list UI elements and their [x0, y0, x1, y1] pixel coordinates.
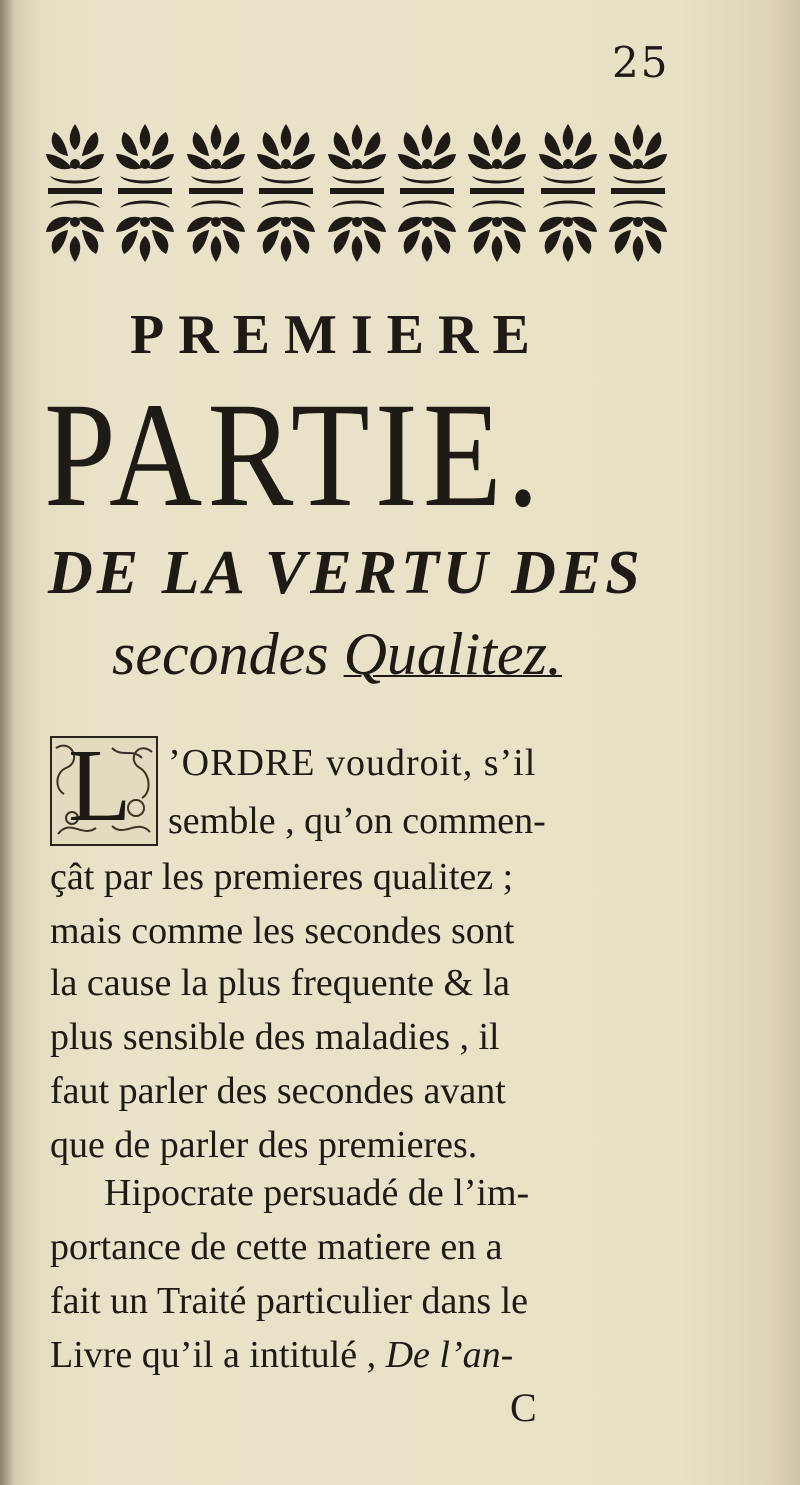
text-line-10: portance de cette matiere en a — [50, 1226, 503, 1268]
floral-ornament-icon — [537, 120, 599, 266]
page-number: 25 — [612, 38, 670, 87]
subtitle-secondes: secondes — [112, 621, 344, 687]
floral-ornament-icon — [466, 120, 528, 266]
floral-ornament-icon — [607, 120, 669, 266]
initial-letter: L — [68, 728, 132, 843]
floral-ornament-icon — [396, 120, 458, 266]
text-line-6: plus sensible des maladies , il — [50, 1016, 500, 1058]
floral-ornament-icon — [44, 120, 106, 266]
ornament-band — [44, 118, 669, 268]
floral-ornament-icon — [326, 120, 388, 266]
floral-ornament-icon — [185, 120, 247, 266]
text-line-12 — [50, 1330, 513, 1380]
text-line-7: faut parler des secondes avant — [50, 1070, 506, 1112]
catchword: C — [510, 1385, 537, 1430]
floral-ornament-icon — [114, 120, 176, 266]
text-line-9: Hipocrate persuadé de l’im- — [104, 1172, 530, 1214]
text-line-11: fait un Traité particulier dans le — [50, 1280, 529, 1322]
subtitle-line-1: DE LA VERTU DES — [48, 539, 644, 607]
text-line-8: que de parler des premieres. — [50, 1124, 478, 1166]
text-line-2: semble , qu’on commen- — [168, 800, 546, 842]
heading-partie: PARTIE. — [44, 372, 545, 538]
text-line-5: la cause la plus frequente & la — [50, 962, 511, 1004]
text-line-3: çât par les premieres qualitez ; — [50, 856, 514, 898]
subtitle-line-2 — [112, 620, 562, 689]
text-line-12-roman: Livre qu’il a intitulé , — [50, 1334, 386, 1376]
subtitle-qualitez: Qualitez. — [343, 621, 562, 687]
decorated-initial — [50, 728, 158, 846]
floral-ornament-icon — [255, 120, 317, 266]
text-line-12-italic: De l’an- — [385, 1334, 514, 1376]
text-line-4: mais comme les secondes sont — [50, 910, 515, 952]
text-line-1: ’ORDRE voudroit, s’il — [168, 742, 537, 784]
heading-premiere: PREMIERE — [130, 304, 544, 366]
